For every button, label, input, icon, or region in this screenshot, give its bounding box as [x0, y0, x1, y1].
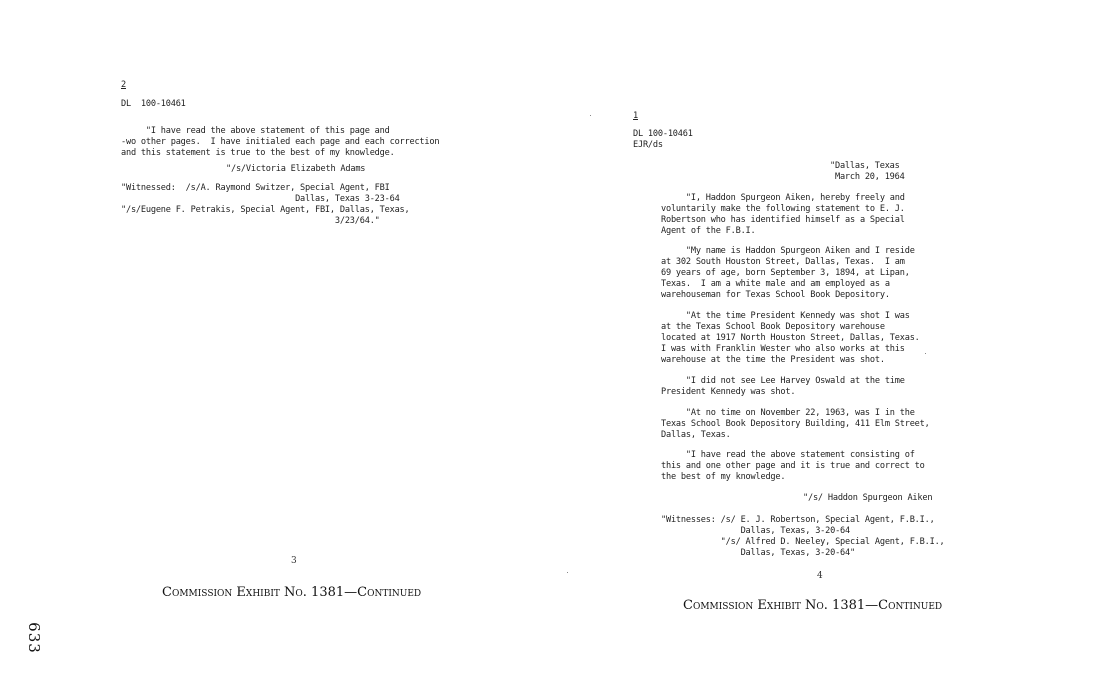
exhibit-caption: Commission Exhibit No. 1381—Continued — [162, 585, 422, 600]
page-number: 3 — [291, 556, 297, 566]
scan-speck — [590, 115, 591, 116]
statement-paragraph-5: "At no time on November 22, 1963, was I in the Texas School Book Depository Building, 411 Elm Street, Dallas, Texas. — [661, 408, 930, 440]
statement-paragraph-2: "My name is Haddon Spurgeon Aiken and I reside at 302 South Houston Street, Dallas, Texas. I am 69 years of age, born September 3, 1894, at Lipan, Texas. I am a white male and am employed as a warehouseman for Texas School Book Depository. — [661, 246, 915, 300]
witnesses-block: "Witnessed: /s/A. Raymond Switzer, Special Agent, FBI Dallas, Texas 3-23-64 "/s/Eugene F. Petrakis, Special Agent, FBI, Dallas, Texas, 3/23/64." — [121, 183, 410, 226]
page-number: 4 — [817, 571, 823, 581]
witnesses-block: "Witnesses: /s/ E. J. Robertson, Special Agent, F.B.I., Dallas, Texas, 3-20-64 "/s/ Alfred D. Neeley, Special Agent, F.B.I., Dallas, Texas, 3-20-64" — [661, 515, 945, 558]
statement-paragraph-6: "I have read the above statement consisting of this and one other page and it is true and correct to the best of my knowledge. — [661, 450, 925, 482]
exhibit-caption: Commission Exhibit No. 1381—Continued — [683, 598, 943, 613]
file-number: DL 100-10461 EJR/ds — [633, 129, 693, 150]
statement-paragraph-3: "At the time President Kennedy was shot I was at the Texas School Book Depository warehouse located at 1917 North Houston Street, Dallas, Texas. I was with Franklin Wester who also works at this warehouse at the time the President was shot. — [661, 311, 920, 365]
side-page-number — [16, 620, 52, 656]
statement-paragraph-4: "I did not see Lee Harvey Oswald at the time President Kennedy was shot. — [661, 376, 905, 397]
page-marker: 2 — [121, 80, 126, 90]
statement-paragraph-1: "I, Haddon Spurgeon Aiken, hereby freely and voluntarily make the following statement to E. J. Robertson who has identified himself as a Special Agent of the F.B.I. — [661, 193, 905, 236]
place-and-date: "Dallas, Texas March 20, 1964 — [830, 161, 905, 182]
scan-speck — [925, 353, 926, 354]
page-marker: 1 — [633, 111, 638, 121]
side-page-number-text: 633 — [24, 622, 43, 654]
scan-speck — [567, 572, 568, 573]
signature: "/s/ Haddon Spurgeon Aiken — [803, 493, 933, 503]
signature: "/s/Victoria Elizabeth Adams — [226, 164, 366, 174]
closing-statement: "I have read the above statement of this page and -wo other pages. I have initialed each page and each correction and this statement is true to the best of my knowledge. — [121, 126, 440, 158]
right-document-page — [547, 0, 1094, 691]
file-number: DL 100-10461 — [121, 99, 186, 109]
